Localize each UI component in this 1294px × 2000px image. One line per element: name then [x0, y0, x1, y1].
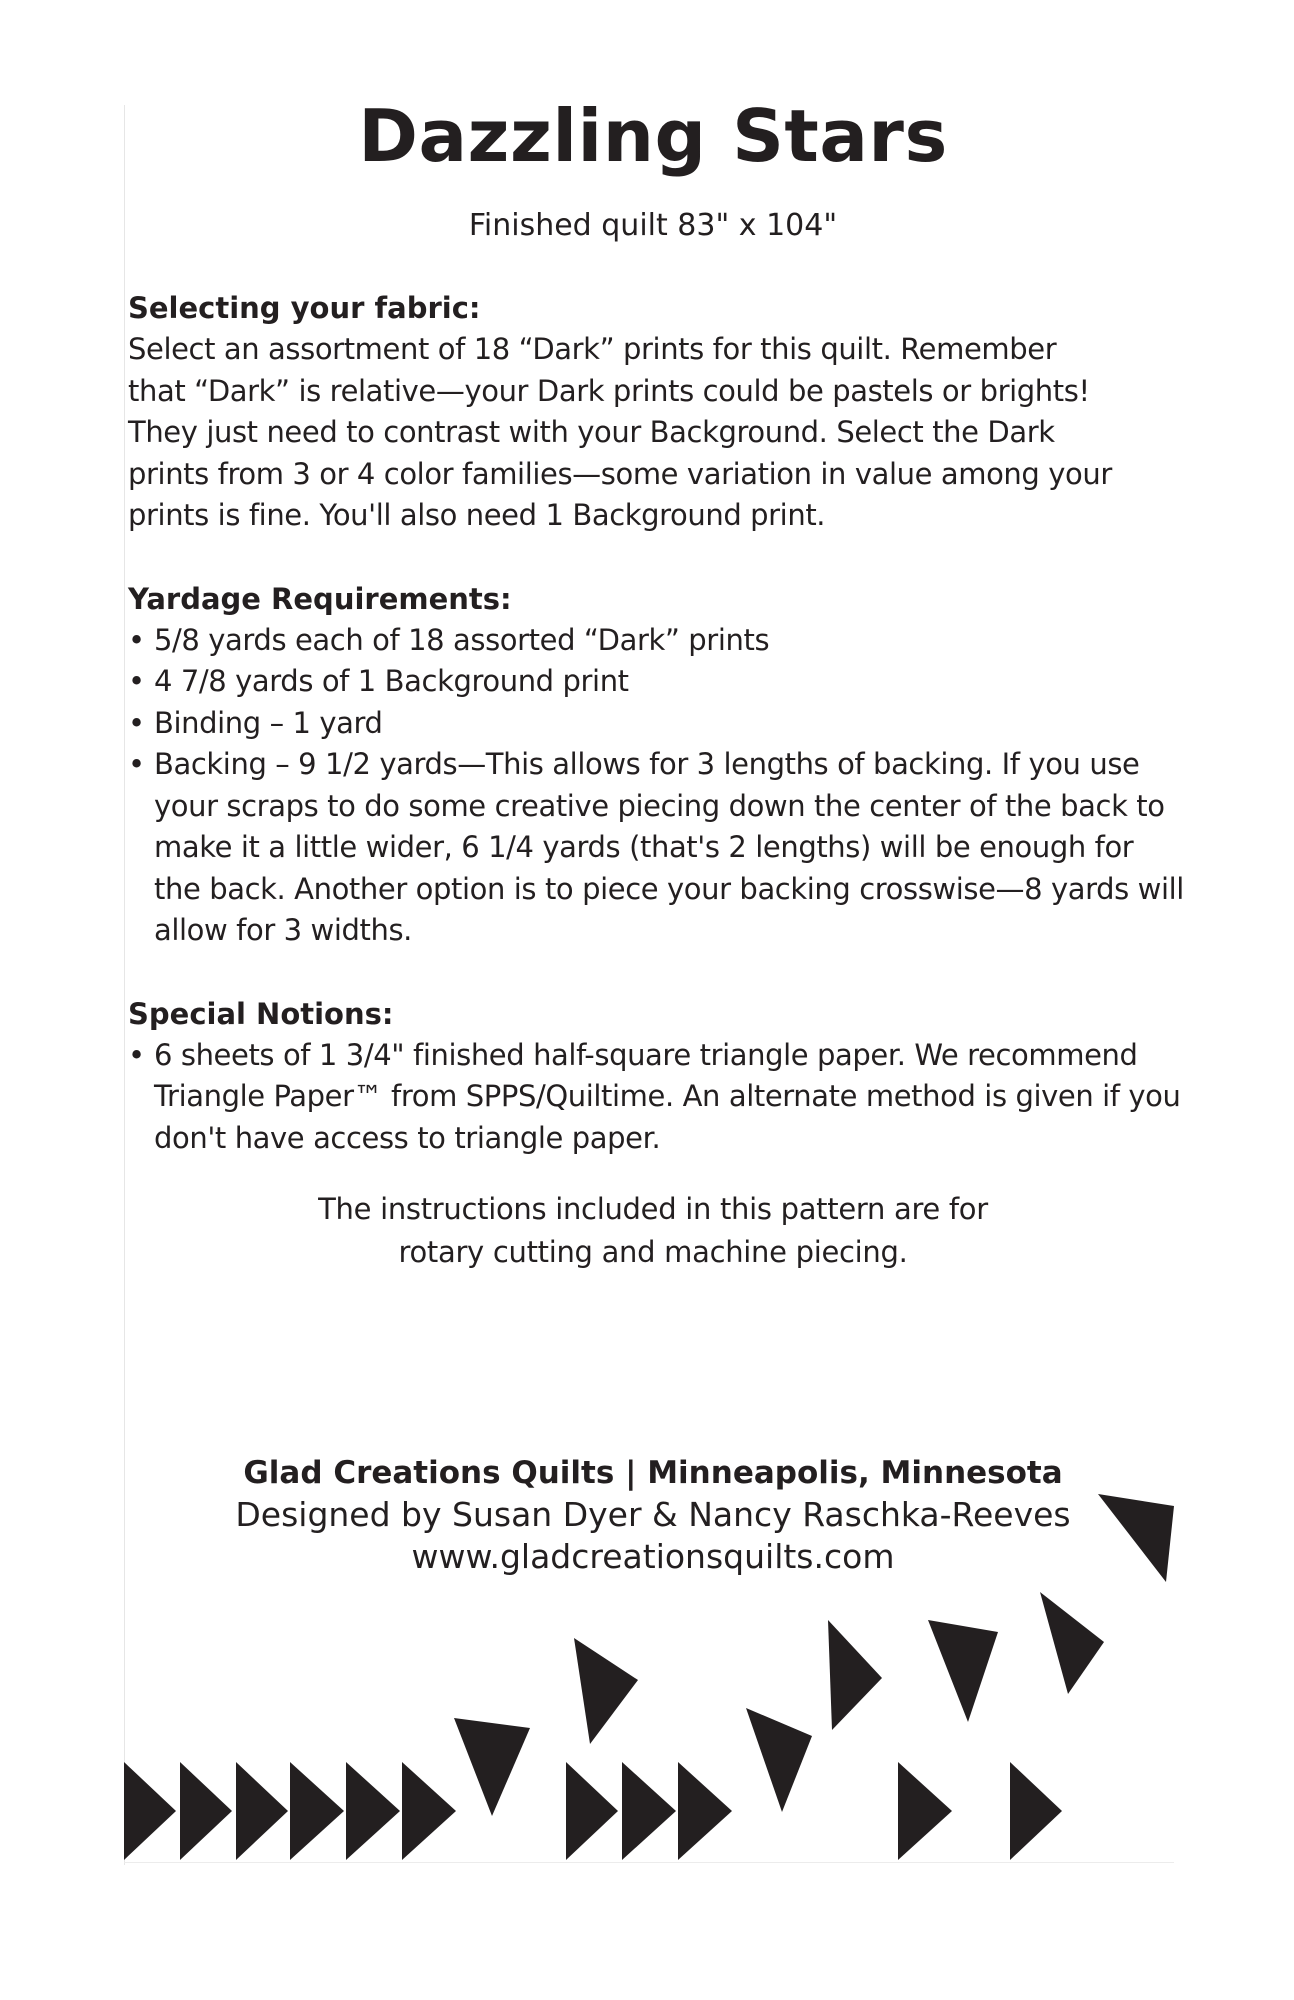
goose-triangle-icon — [402, 1762, 456, 1860]
goose-triangle-icon — [622, 1762, 676, 1860]
notions-item-text: 6 sheets of 1 3/4" finished half-square triangle paper. We recommend Triangle Paper™ from SPPS/Quiltime. An alternate method is given if you don't have access to triangle paper. — [154, 1037, 1181, 1155]
yardage-item-text: 4 7/8 yards of 1 Background print — [154, 664, 629, 698]
goose-triangle-icon — [898, 1762, 952, 1860]
fabric-line: prints is fine. You'll also need 1 Background print. — [128, 498, 826, 532]
note-line: rotary cutting and machine piecing. — [398, 1235, 908, 1269]
fabric-line: that “Dark” is relative—your Dark prints could be pastels or brights! — [128, 373, 1090, 408]
yardage-item-text: Backing – 9 1/2 yards—This allows for 3 lengths of backing. If you use your scraps to do some creative piecing down the center of the back to make it a little wider, 6 1/4 yards (that's 2 lengths) will be enough for the back. Another option is to piece your backing crosswise—8 yards will allow for 3 widths. — [154, 747, 1184, 947]
goose-triangle-icon — [1010, 1762, 1062, 1860]
yardage-item — [128, 620, 1188, 662]
notions-list — [128, 1035, 1188, 1160]
goose-triangle-icon — [928, 1620, 998, 1722]
yardage-section — [128, 579, 1188, 952]
company-name: Glad Creations Quilts | Minneapolis, Minnesota — [243, 1455, 1063, 1491]
bullet-icon: • — [128, 705, 145, 740]
goose-triangle-icon — [678, 1762, 732, 1860]
publisher-footer — [128, 1452, 1178, 1578]
goose-triangle-icon — [236, 1762, 288, 1860]
yardage-heading: Yardage Requirements: — [128, 581, 512, 616]
yardage-item — [128, 744, 1188, 952]
yardage-list — [128, 620, 1188, 952]
pattern-title: Dazzling Stars — [358, 94, 948, 178]
goose-triangle-icon — [124, 1762, 176, 1860]
goose-triangle-icon — [574, 1638, 638, 1744]
designer-credit: Designed by Susan Dyer & Nancy Raschka-Reeves — [235, 1495, 1071, 1534]
yardage-item-text: Binding – 1 yard — [154, 705, 383, 740]
instructions-note — [128, 1188, 1178, 1274]
fabric-line: Select an assortment of 18 “Dark” prints for this quilt. Remember — [128, 332, 1057, 366]
goose-triangle-icon — [454, 1718, 530, 1816]
goose-triangle-icon — [346, 1762, 400, 1860]
fabric-section — [128, 288, 1188, 537]
finished-size: Finished quilt 83" x 104" — [468, 208, 838, 243]
bullet-icon: • — [128, 622, 145, 657]
bullet-icon: • — [128, 1037, 145, 1072]
fabric-line: They just need to contrast with your Background. Select the Dark — [128, 415, 1055, 449]
yardage-item-text: 5/8 yards each of 18 assorted “Dark” prints — [154, 622, 770, 657]
fabric-heading: Selecting your fabric: — [128, 291, 481, 325]
goose-triangle-icon — [746, 1708, 812, 1812]
goose-triangle-icon — [1040, 1592, 1104, 1694]
pattern-content — [128, 288, 1188, 1201]
yardage-item — [128, 703, 1188, 745]
goose-triangle-icon — [290, 1762, 344, 1860]
notions-section — [128, 994, 1188, 1160]
goose-triangle-icon — [828, 1620, 882, 1730]
yardage-item — [128, 661, 1188, 703]
left-margin-rule — [124, 105, 125, 1865]
notions-heading: Special Notions: — [128, 996, 394, 1031]
bottom-margin-rule — [124, 1862, 1174, 1863]
bullet-icon: • — [128, 664, 145, 698]
notions-item — [128, 1035, 1188, 1160]
goose-triangle-icon — [180, 1762, 232, 1860]
note-line: The instructions included in this pattern are for — [318, 1192, 988, 1226]
fabric-line: prints from 3 or 4 color families—some variation in value among your — [128, 456, 1112, 491]
website-url: www.gladcreationsquilts.com — [411, 1537, 895, 1576]
bullet-icon: • — [128, 747, 145, 781]
goose-triangle-icon — [566, 1762, 618, 1860]
